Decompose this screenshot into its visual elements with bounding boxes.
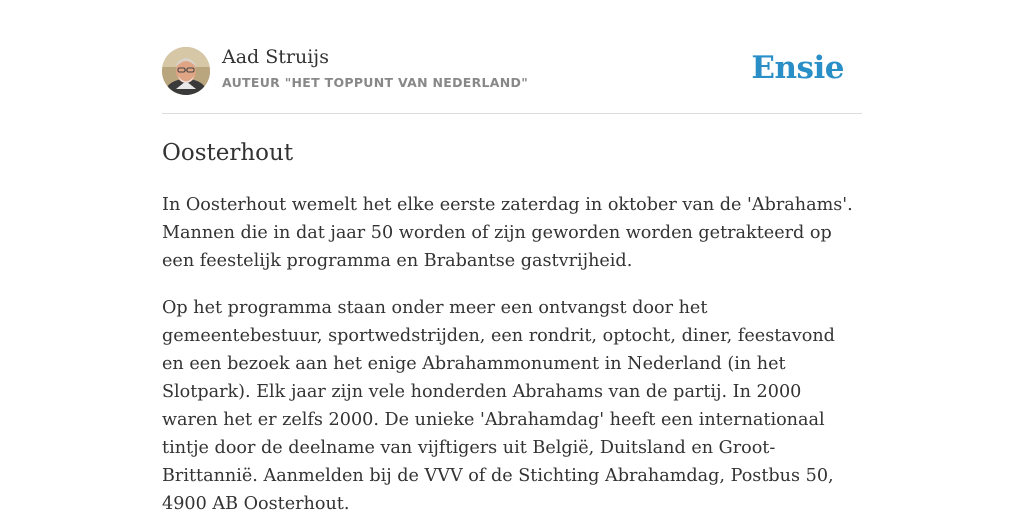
article-paragraph-2: Op het programma staan onder meer een ontvangst door het gemeentebestuur, sportwedstrijden, een rondrit, optocht, diner, feestavond en een bezoek aan het enige Abrahammonument in Nederland (in het Slotpark). Elk jaar zijn vele honderden Abrahams van de partij. In 2000 waren het er zelfs 2000. De unieke 'Abrahamdag' heeft een internationaal tintje door de deelname van vijftigers uit België, Duitsland en Groot-Brittannië. Aanmelden bij de VVV of de Stichting Abrahamdag, Postbus 50, 4900 AB Oosterhout. [162, 298, 835, 512]
author-avatar[interactable] [162, 47, 210, 95]
article-body [162, 191, 862, 512]
ensie-logo[interactable]: Ensie [751, 50, 844, 86]
article-paragraph-1: In Oosterhout wemelt het elke eerste zaterdag in oktober van de 'Abrahams'. Mannen die in dat jaar 50 worden of zijn geworden worden getrakteerd op een feestelijk programma en Brabantse gastvrijheid. [162, 195, 853, 271]
ensie-article-card [162, 0, 862, 512]
author-portrait-icon [162, 47, 210, 95]
author-header [162, 0, 862, 114]
article-title: Oosterhout [162, 140, 294, 166]
author-subtitle: AUTEUR "HET TOPPUNT VAN NEDERLAND" [222, 75, 529, 90]
author-name[interactable]: Aad Struijs [222, 46, 329, 68]
